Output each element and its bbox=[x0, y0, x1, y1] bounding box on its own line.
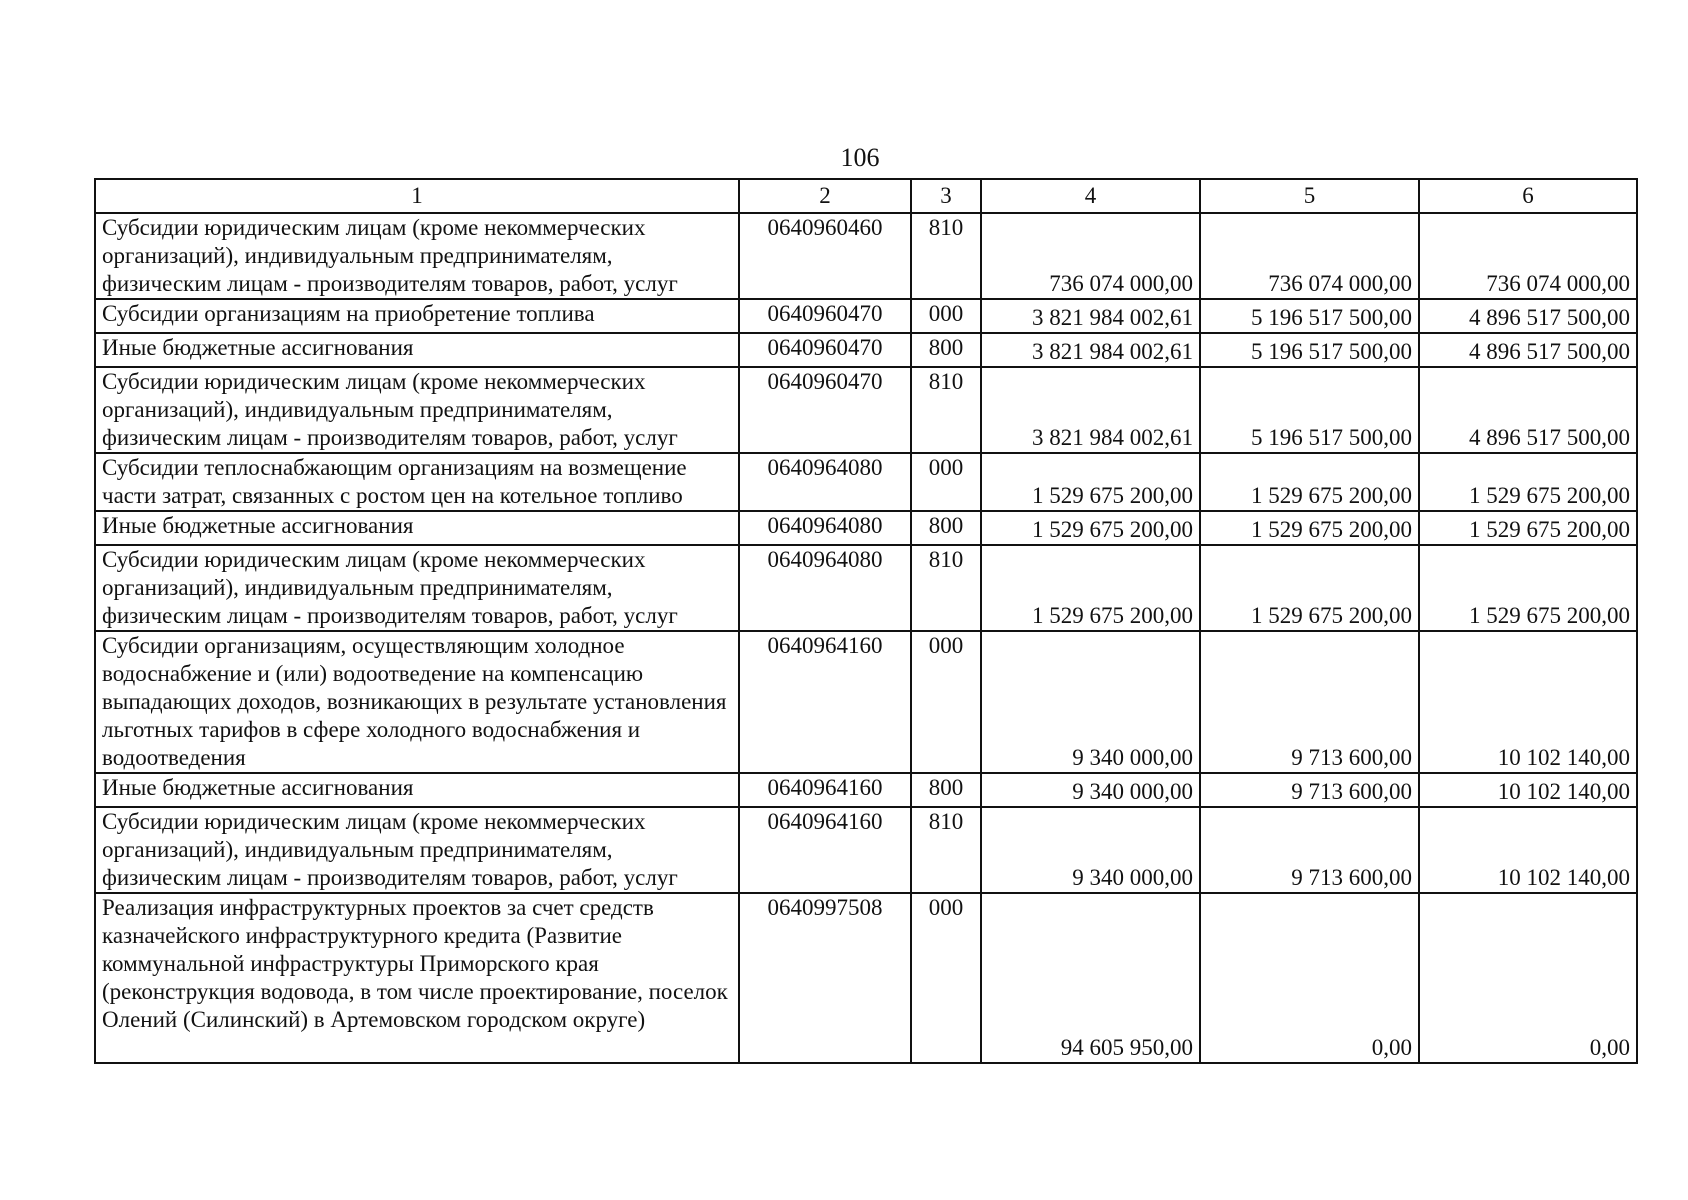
table-row bbox=[95, 367, 1637, 453]
row-type: 800 bbox=[911, 333, 981, 367]
row-code: 0640960470 bbox=[739, 299, 911, 333]
row-value-5: 5 196 517 500,00 bbox=[1200, 367, 1419, 453]
row-type: 810 bbox=[911, 807, 981, 893]
row-type: 000 bbox=[911, 893, 981, 1063]
row-value-6: 4 896 517 500,00 bbox=[1419, 367, 1637, 453]
row-value-4: 94 605 950,00 bbox=[981, 893, 1200, 1063]
row-name: Реализация инфраструктурных проектов за счет средств казначейского инфраструктурного кредита (Развитие коммунальной инфраструктуры Приморского края (реконструкция водовода, в том числе проектирование, поселок Олений (Силинский) в Артемовском городском округе) bbox=[95, 893, 739, 1063]
row-code: 0640960460 bbox=[739, 213, 911, 299]
row-value-5: 5 196 517 500,00 bbox=[1200, 333, 1419, 367]
table-row bbox=[95, 807, 1637, 893]
row-name: Субсидии юридическим лицам (кроме некоммерческих организаций), индивидуальным предпринимателям, физическим лицам - производителям товаров, работ, услуг bbox=[95, 213, 739, 299]
header-cell-4: 4 bbox=[981, 179, 1200, 213]
row-type: 000 bbox=[911, 631, 981, 773]
row-code: 0640964080 bbox=[739, 511, 911, 545]
row-value-6: 10 102 140,00 bbox=[1419, 807, 1637, 893]
row-value-5: 0,00 bbox=[1200, 893, 1419, 1063]
row-name: Иные бюджетные ассигнования bbox=[95, 511, 739, 545]
row-value-5: 9 713 600,00 bbox=[1200, 773, 1419, 807]
table-row bbox=[95, 893, 1637, 1063]
row-type: 810 bbox=[911, 545, 981, 631]
row-value-4: 736 074 000,00 bbox=[981, 213, 1200, 299]
row-value-5: 736 074 000,00 bbox=[1200, 213, 1419, 299]
table-row bbox=[95, 333, 1637, 367]
row-name: Субсидии юридическим лицам (кроме некоммерческих организаций), индивидуальным предпринимателям, физическим лицам - производителям товаров, работ, услуг bbox=[95, 807, 739, 893]
header-cell-5: 5 bbox=[1200, 179, 1419, 213]
row-name: Иные бюджетные ассигнования bbox=[95, 773, 739, 807]
table-row bbox=[95, 545, 1637, 631]
row-code: 0640964160 bbox=[739, 631, 911, 773]
row-value-4: 1 529 675 200,00 bbox=[981, 453, 1200, 511]
row-code: 0640964080 bbox=[739, 545, 911, 631]
header-cell-3: 3 bbox=[911, 179, 981, 213]
row-value-5: 9 713 600,00 bbox=[1200, 807, 1419, 893]
row-value-5: 9 713 600,00 bbox=[1200, 631, 1419, 773]
row-value-4: 1 529 675 200,00 bbox=[981, 511, 1200, 545]
row-name: Субсидии теплоснабжающим организациям на возмещение части затрат, связанных с ростом цен на котельное топливо bbox=[95, 453, 739, 511]
row-type: 810 bbox=[911, 213, 981, 299]
row-value-5: 1 529 675 200,00 bbox=[1200, 545, 1419, 631]
row-value-4: 9 340 000,00 bbox=[981, 773, 1200, 807]
page-number: 106 bbox=[840, 143, 880, 172]
row-value-6: 10 102 140,00 bbox=[1419, 773, 1637, 807]
row-type: 810 bbox=[911, 367, 981, 453]
row-value-4: 9 340 000,00 bbox=[981, 631, 1200, 773]
row-code: 0640960470 bbox=[739, 367, 911, 453]
row-type: 800 bbox=[911, 773, 981, 807]
row-value-6: 4 896 517 500,00 bbox=[1419, 333, 1637, 367]
table-row bbox=[95, 299, 1637, 333]
row-value-4: 3 821 984 002,61 bbox=[981, 299, 1200, 333]
table-header-row bbox=[95, 179, 1637, 213]
row-value-6: 736 074 000,00 bbox=[1419, 213, 1637, 299]
row-code: 0640997508 bbox=[739, 893, 911, 1063]
row-code: 0640964160 bbox=[739, 807, 911, 893]
row-type: 000 bbox=[911, 299, 981, 333]
row-value-5: 1 529 675 200,00 bbox=[1200, 453, 1419, 511]
row-value-6: 1 529 675 200,00 bbox=[1419, 453, 1637, 511]
budget-table bbox=[94, 178, 1638, 1064]
row-name: Субсидии юридическим лицам (кроме некоммерческих организаций), индивидуальным предпринимателям, физическим лицам - производителям товаров, работ, услуг bbox=[95, 545, 739, 631]
row-value-6: 1 529 675 200,00 bbox=[1419, 545, 1637, 631]
header-cell-2: 2 bbox=[739, 179, 911, 213]
row-value-5: 5 196 517 500,00 bbox=[1200, 299, 1419, 333]
table-row bbox=[95, 213, 1637, 299]
row-code: 0640964080 bbox=[739, 453, 911, 511]
header-cell-6: 6 bbox=[1419, 179, 1637, 213]
table-row bbox=[95, 773, 1637, 807]
row-value-6: 1 529 675 200,00 bbox=[1419, 511, 1637, 545]
row-type: 000 bbox=[911, 453, 981, 511]
table-row bbox=[95, 511, 1637, 545]
row-value-6: 10 102 140,00 bbox=[1419, 631, 1637, 773]
row-code: 0640960470 bbox=[739, 333, 911, 367]
row-value-4: 3 821 984 002,61 bbox=[981, 333, 1200, 367]
table-row bbox=[95, 631, 1637, 773]
row-name: Субсидии организациям на приобретение топлива bbox=[95, 299, 739, 333]
row-name: Иные бюджетные ассигнования bbox=[95, 333, 739, 367]
row-value-6: 0,00 bbox=[1419, 893, 1637, 1063]
table-row bbox=[95, 453, 1637, 511]
row-value-4: 1 529 675 200,00 bbox=[981, 545, 1200, 631]
row-type: 800 bbox=[911, 511, 981, 545]
header-cell-1: 1 bbox=[95, 179, 739, 213]
row-value-4: 3 821 984 002,61 bbox=[981, 367, 1200, 453]
row-value-5: 1 529 675 200,00 bbox=[1200, 511, 1419, 545]
row-name: Субсидии юридическим лицам (кроме некоммерческих организаций), индивидуальным предпринимателям, физическим лицам - производителям товаров, работ, услуг bbox=[95, 367, 739, 453]
row-name: Субсидии организациям, осуществляющим холодное водоснабжение и (или) водоотведение на компенсацию выпадающих доходов, возникающих в результате установления льготных тарифов в сфере холодного водоснабжения и водоотведения bbox=[95, 631, 739, 773]
row-value-6: 4 896 517 500,00 bbox=[1419, 299, 1637, 333]
row-code: 0640964160 bbox=[739, 773, 911, 807]
row-value-4: 9 340 000,00 bbox=[981, 807, 1200, 893]
